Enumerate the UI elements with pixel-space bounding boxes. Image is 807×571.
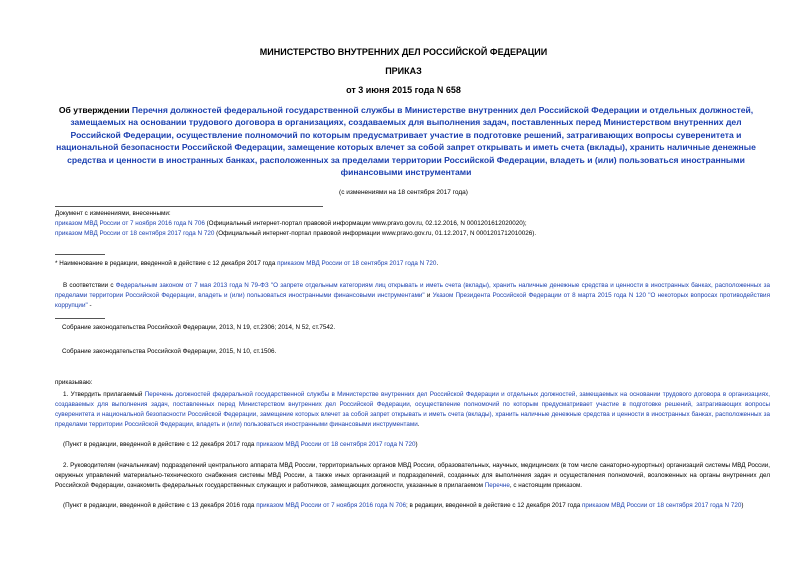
amendment-date-note: (с изменениями на 18 сентября 2017 года)	[339, 189, 468, 196]
document-title	[46, 104, 766, 178]
order-date: от 3 июня 2015 года N 658	[346, 85, 461, 95]
title-prefix: Об утверждении	[58, 105, 132, 115]
basis-paragraph	[55, 281, 770, 311]
footnote-end: .	[436, 260, 439, 267]
item-1-text: 1. Утвердить прилагаемый	[63, 391, 145, 398]
note-text: (Пункт в редакции, введенной в действие с 13 декабря 2016 года	[63, 502, 257, 509]
note-text: ; в редакции, введенной в действие с 12 декабря 2017 года	[406, 502, 582, 509]
order-720-link[interactable]: приказом МВД России от 18 сентября 2017 года N 720	[55, 230, 215, 237]
amendment-line	[55, 229, 775, 239]
item-1-end: .	[417, 421, 420, 428]
item-2-paragraph	[55, 461, 770, 491]
presidential-decree-120-link[interactable]: Указом Президента Российской Федерации от 8 марта 2015 года N 120 "О некоторых вопросах противодействия коррупции"	[55, 292, 770, 309]
prikazyvayu-text: приказываю:	[55, 379, 93, 386]
divider	[55, 254, 105, 255]
basis-text: -	[87, 302, 92, 309]
order-heading: ПРИКАЗ	[385, 66, 422, 76]
amendment-source: (Официальный интернет-портал правовой информации www.pravo.gov.ru, 01.12.2017, N 0001201712010026).	[214, 230, 537, 237]
footnote-text: * Наименование в редакции, введенной в действие с 12 декабря 2017 года	[55, 260, 278, 267]
order-720-link[interactable]: приказом МВД России от 18 сентября 2017 года N 720	[256, 441, 416, 448]
item-2-end: , с настоящим приказом.	[509, 482, 583, 489]
item-2-text: 2. Руководителям (начальникам) подразделений центрального аппарата МВД России, территориальных органов МВД России, образовательных, научных, медицинских (в том числе санаторно-курортных) организаций системы МВД России, окружных управлений материально-технического снабжения системы МВД России, а также иных организаций и подразделений, созданных для выполнения задач и осуществления полномочий, возложенных на органы внутренних дел Российской Федерации, ознакомить федеральных государственных служащих и работников, замещающих должности, указанные в прилагаемом	[55, 462, 770, 489]
note-end: )	[741, 502, 744, 509]
divider	[55, 206, 323, 207]
amendment-intro: Документ с изменениями, внесенными:	[55, 210, 171, 217]
item-1-paragraph	[55, 390, 770, 430]
footnote-2: Собрание законодательства Российской Федерации, 2015, N 10, ст.1506.	[62, 348, 277, 355]
item-2-note	[55, 501, 770, 511]
list-link[interactable]: Перечень должностей федеральной государственной службы в Министерстве внутренних дел Российской Федерации и отдельных должностей, замещаемых на основании трудового договора в организациях, создаваемых для выполнения задач, поставленных перед Министерством внутренних дел Российской Федерации, осуществление полномочий по которым предусматривает участие в подготовке решений, затрагивающих вопросы суверенитета и национальной безопасности Российской Федерации, замещение которых влечет за собой запрет открывать и иметь счета (вклады), хранить наличные денежные средства и ценности в иностранных банках, расположенных за пределами территории Российской Федерации, владеть и (или) пользоваться иностранными финансовыми инструментами	[55, 391, 770, 428]
order-706-link[interactable]: приказом МВД России от 7 ноября 2016 года N 706	[256, 502, 407, 509]
amendment-source: (Официальный интернет-портал правовой информации www.pravo.gov.ru, 02.12.2016, N 0001201612020020);	[204, 220, 527, 227]
amendment-block	[55, 209, 775, 239]
ministry-heading: МИНИСТЕРСТВО ВНУТРЕННИХ ДЕЛ РОССИЙСКОЙ ФЕДЕРАЦИИ	[259, 47, 548, 57]
title-list-link[interactable]: Перечня должностей федеральной государственной службы в Министерстве внутренних дел Российской Федерации и отдельных должностей, замещаемых на основании трудового договора в организациях, создаваемых для выполнения задач, поставленных перед Министерством внутренних дел Российской Федерации, осуществление полномочий по которым предусматривает участие в подготовке решений, затрагивающих вопросы суверенитета и национальной безопасности Российской Федерации, замещение которых влечет за собой запрет открывать и иметь счета (вклады), хранить наличные денежные средства и ценности в иностранных банках, расположенных за пределами территории Российской Федерации, владеть и (или) пользоваться иностранными финансовыми инструментами	[56, 105, 756, 178]
note-text: (Пункт в редакции, введенной в действие с 12 декабря 2017 года	[63, 441, 257, 448]
federal-law-79-link[interactable]: Федеральным законом от 7 мая 2013 года N 79-ФЗ "О запрете отдельным категориям лиц открывать и иметь счета (вклады), хранить наличные денежные средства и ценности в иностранных банках, расположенных за пределами территории Российской Федерации, владеть и (или) пользоваться иностранными финансовыми инструментами"	[55, 282, 771, 299]
title-footnote	[55, 259, 775, 269]
order-720-link[interactable]: приказом МВД России от 18 сентября 2017 года N 720	[582, 502, 742, 509]
footnote-1: Собрание законодательства Российской Федерации, 2013, N 19, ст.2306; 2014, N 52, ст.7542.	[62, 324, 336, 331]
order-720-link[interactable]: приказом МВД России от 18 сентября 2017 года N 720	[277, 260, 437, 267]
order-706-link[interactable]: приказом МВД России от 7 ноября 2016 года N 706	[55, 220, 205, 227]
note-end: )	[415, 441, 418, 448]
divider	[55, 318, 105, 319]
basis-text: и	[424, 292, 433, 299]
list-link[interactable]: Перечне	[484, 482, 510, 489]
amendment-line	[55, 219, 775, 229]
basis-text: В соответствии с	[63, 282, 116, 289]
item-1-note	[63, 440, 763, 450]
